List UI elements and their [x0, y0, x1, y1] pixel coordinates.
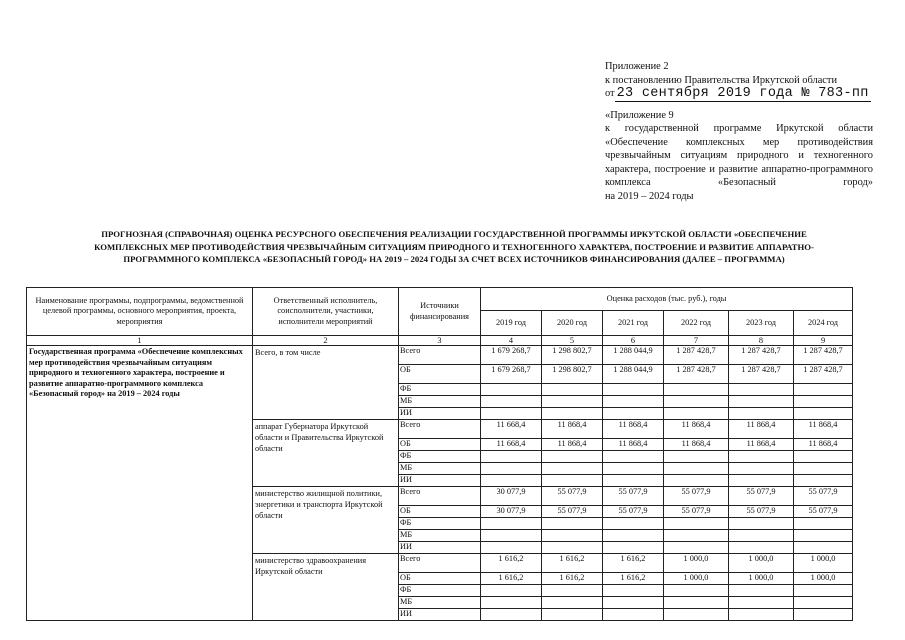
header-year: 2020 год — [542, 311, 603, 336]
column-number: 5 — [542, 336, 603, 346]
expense-value: 1 287 428,7 — [729, 346, 794, 365]
expense-value — [664, 408, 729, 420]
title-line: ПРОГРАММНОГО КОМПЛЕКСА «БЕЗОПАСНЫЙ ГОРОД» НА 2019 – 2024 ГОДЫ ЗА СЧЕТ ВСЕХ ИСТОЧНИКОВ ФИНАНСИРОВАНИЯ (ДАЛЕЕ – ПРОГРАММА) — [123, 254, 785, 264]
expense-value — [729, 463, 794, 475]
expense-value: 11 668,4 — [481, 420, 542, 439]
column-number: 4 — [481, 336, 542, 346]
funding-source: ИИ — [399, 475, 481, 487]
header-executor: Ответственный исполнитель, соисполнители, участники, исполнители мероприятий — [253, 288, 399, 336]
appendix-line: на 2019 – 2024 годы — [605, 190, 694, 202]
expense-value — [729, 585, 794, 597]
expense-value: 1 287 428,7 — [794, 346, 853, 365]
expense-value: 55 077,9 — [603, 487, 664, 506]
table-header — [27, 288, 853, 336]
expense-value — [481, 396, 542, 408]
expense-value — [794, 451, 853, 463]
expense-value — [603, 585, 664, 597]
resource-table — [26, 287, 853, 621]
funding-source: Всего — [399, 487, 481, 506]
expense-value — [794, 463, 853, 475]
column-number: 1 — [27, 336, 253, 346]
expense-value — [481, 408, 542, 420]
expense-value: 1 287 428,7 — [664, 346, 729, 365]
expense-value — [542, 396, 603, 408]
expense-value — [794, 475, 853, 487]
expense-value: 55 077,9 — [794, 487, 853, 506]
expense-value: 55 077,9 — [603, 506, 664, 518]
expense-value: 1 616,2 — [542, 573, 603, 585]
executor-name: министерство здравоохранения Иркутской области — [253, 554, 399, 621]
expense-value — [481, 585, 542, 597]
expense-value: 11 868,4 — [603, 420, 664, 439]
executor-name: аппарат Губернатора Иркутской области и Правительства Иркутской области — [253, 420, 399, 487]
expense-value — [481, 463, 542, 475]
expense-value: 1 000,0 — [794, 554, 853, 573]
expense-value: 55 077,9 — [729, 487, 794, 506]
funding-source: МБ — [399, 463, 481, 475]
column-number-row — [27, 336, 853, 346]
expense-value — [664, 597, 729, 609]
funding-source: МБ — [399, 530, 481, 542]
expense-value: 1 000,0 — [794, 573, 853, 585]
column-number: 8 — [729, 336, 794, 346]
column-number: 3 — [399, 336, 481, 346]
expense-value — [603, 518, 664, 530]
funding-source: ФБ — [399, 384, 481, 396]
expense-value: 1 616,2 — [542, 554, 603, 573]
expense-value: 1 287 428,7 — [729, 365, 794, 384]
expense-value: 1 679 268,7 — [481, 346, 542, 365]
expense-value — [542, 585, 603, 597]
expense-value: 55 077,9 — [729, 506, 794, 518]
decree-number: 23 сентября 2019 года № 783-пп — [616, 86, 869, 101]
expense-value — [664, 475, 729, 487]
expense-value: 1 288 044,9 — [603, 365, 664, 384]
funding-source: ОБ — [399, 573, 481, 585]
expense-value — [542, 609, 603, 621]
column-number: 7 — [664, 336, 729, 346]
expense-value: 11 868,4 — [794, 439, 853, 451]
expense-value: 1 287 428,7 — [664, 365, 729, 384]
appendix-line: «Приложение 9 — [605, 109, 674, 121]
funding-source: ИИ — [399, 408, 481, 420]
document-title — [30, 228, 878, 266]
funding-source: Всего — [399, 346, 481, 365]
title-line: ПРОГНОЗНАЯ (СПРАВОЧНАЯ) ОЦЕНКА РЕСУРСНОГО ОБЕСПЕЧЕНИЯ РЕАЛИЗАЦИИ ГОСУДАРСТВЕННОЙ ПРОГРАММЫ ИРКУТСКОЙ ОБЛАСТИ «ОБЕСПЕЧЕНИЕ — [101, 229, 807, 239]
expense-value — [729, 475, 794, 487]
executor-name: Всего, в том числе — [253, 346, 399, 420]
funding-source: ИИ — [399, 609, 481, 621]
expense-value: 1 000,0 — [729, 554, 794, 573]
expense-value: 1 288 044,9 — [603, 346, 664, 365]
expense-value — [481, 597, 542, 609]
funding-source: МБ — [399, 396, 481, 408]
expense-value — [481, 518, 542, 530]
funding-source: Всего — [399, 554, 481, 573]
expense-value — [542, 597, 603, 609]
expense-value — [603, 530, 664, 542]
expense-value: 1 000,0 — [729, 573, 794, 585]
expense-value — [664, 384, 729, 396]
appendix-line: к постановлению Правительства Иркутской области — [605, 74, 838, 86]
expense-value — [729, 542, 794, 554]
expense-value — [603, 408, 664, 420]
expense-value — [729, 609, 794, 621]
header-year: 2021 год — [603, 311, 664, 336]
funding-source: МБ — [399, 597, 481, 609]
expense-value — [481, 451, 542, 463]
expense-value — [603, 597, 664, 609]
expense-value — [794, 585, 853, 597]
expense-value: 55 077,9 — [542, 487, 603, 506]
expense-value — [603, 451, 664, 463]
expense-value: 1 298 802,7 — [542, 365, 603, 384]
program-name: Государственная программа «Обеспечение комплексных мер противодействия чрезвычайным ситуациям природного и техногенного характера, построение и развитие аппаратно-программного комплекса «Безопасный город» на 2019 – 2024 годы — [27, 346, 253, 621]
expense-value: 1 616,2 — [603, 554, 664, 573]
expense-value: 11 668,4 — [481, 439, 542, 451]
expense-value: 1 000,0 — [664, 554, 729, 573]
expense-value — [664, 518, 729, 530]
expense-value — [542, 542, 603, 554]
expense-value: 11 868,4 — [729, 420, 794, 439]
funding-source: ОБ — [399, 365, 481, 384]
expense-value: 30 077,9 — [481, 487, 542, 506]
executor-name: министерство жилищной политики, энергетики и транспорта Иркутской области — [253, 487, 399, 554]
expense-value — [664, 396, 729, 408]
expense-value — [603, 396, 664, 408]
expense-value: 11 868,4 — [542, 439, 603, 451]
expense-value: 1 287 428,7 — [794, 365, 853, 384]
expense-value — [542, 408, 603, 420]
expense-value: 30 077,9 — [481, 506, 542, 518]
expense-value — [664, 451, 729, 463]
expense-value — [729, 597, 794, 609]
expense-value — [664, 585, 729, 597]
funding-source: ФБ — [399, 585, 481, 597]
appendix-header — [605, 60, 873, 203]
expense-value — [603, 463, 664, 475]
expense-value: 1 000,0 — [664, 573, 729, 585]
expense-value — [664, 542, 729, 554]
expense-value: 1 616,2 — [603, 573, 664, 585]
expense-value — [794, 542, 853, 554]
expense-value: 1 616,2 — [481, 554, 542, 573]
expense-value — [603, 609, 664, 621]
expense-value — [794, 609, 853, 621]
expense-value — [729, 408, 794, 420]
expense-value — [794, 384, 853, 396]
funding-source: ОБ — [399, 506, 481, 518]
expense-value — [481, 542, 542, 554]
expense-value: 11 868,4 — [542, 420, 603, 439]
expense-value — [664, 463, 729, 475]
expense-value: 11 868,4 — [664, 439, 729, 451]
expense-value — [729, 384, 794, 396]
expense-value — [794, 518, 853, 530]
expense-value: 11 868,4 — [603, 439, 664, 451]
expense-value: 1 616,2 — [481, 573, 542, 585]
expense-value — [481, 609, 542, 621]
title-line: КОМПЛЕКСНЫХ МЕР ПРОТИВОДЕЙСТВИЯ ЧРЕЗВЫЧАЙНЫМ СИТУАЦИЯМ ПРИРОДНОГО И ТЕХНОГЕННОГО ХАРАКТЕРА, ПОСТРОЕНИЕ И РАЗВИТИЕ АППАРАТНО- — [94, 241, 814, 252]
funding-source: ИИ — [399, 542, 481, 554]
expense-value — [794, 396, 853, 408]
expense-value — [729, 518, 794, 530]
header-source: Источники финансирования — [399, 288, 481, 336]
expense-value — [603, 475, 664, 487]
appendix-program-reference: к государственной программе Иркутской области «Обеспечение комплексных мер противодействия чрезвычайным ситуациям природного и техногенного характера, построение и развитие аппаратно-программного комплекса «Безопасный город» — [605, 123, 873, 188]
funding-source: ФБ — [399, 518, 481, 530]
expense-value — [729, 396, 794, 408]
funding-source: Всего — [399, 420, 481, 439]
expense-value: 11 868,4 — [794, 420, 853, 439]
expense-value: 55 077,9 — [664, 487, 729, 506]
header-year: 2023 год — [729, 311, 794, 336]
table-row — [27, 346, 853, 365]
expense-value: 55 077,9 — [794, 506, 853, 518]
decree-line — [605, 87, 873, 101]
expense-value — [794, 408, 853, 420]
column-number: 6 — [603, 336, 664, 346]
expense-value — [542, 475, 603, 487]
expense-value — [794, 597, 853, 609]
expense-value — [603, 542, 664, 554]
expense-value — [542, 518, 603, 530]
decree-prefix: от — [605, 88, 615, 99]
header-name: Наименование программы, подпрограммы, ведомственной целевой программы, основного мероприятия, проекта, мероприятия — [27, 288, 253, 336]
funding-source: ОБ — [399, 439, 481, 451]
expense-value — [542, 384, 603, 396]
expense-value: 55 077,9 — [542, 506, 603, 518]
expense-value — [794, 530, 853, 542]
header-year: 2019 год — [481, 311, 542, 336]
expense-value — [481, 384, 542, 396]
expense-value: 1 298 802,7 — [542, 346, 603, 365]
expense-value: 1 679 268,7 — [481, 365, 542, 384]
appendix-line: Приложение 2 — [605, 61, 669, 72]
header-year: 2024 год — [794, 311, 853, 336]
header-estimate: Оценка расходов (тыс. руб.), годы — [481, 288, 853, 311]
expense-value — [603, 384, 664, 396]
expense-value — [481, 475, 542, 487]
expense-value — [481, 530, 542, 542]
expense-value — [542, 451, 603, 463]
funding-source: ФБ — [399, 451, 481, 463]
expense-value — [664, 530, 729, 542]
expense-value — [729, 451, 794, 463]
expense-value — [729, 530, 794, 542]
expense-value: 11 868,4 — [664, 420, 729, 439]
expense-value — [664, 609, 729, 621]
column-number: 2 — [253, 336, 399, 346]
column-number: 9 — [794, 336, 853, 346]
expense-value: 55 077,9 — [664, 506, 729, 518]
expense-value — [542, 463, 603, 475]
header-year: 2022 год — [664, 311, 729, 336]
table-body — [27, 336, 853, 621]
expense-value — [542, 530, 603, 542]
expense-value: 11 868,4 — [729, 439, 794, 451]
